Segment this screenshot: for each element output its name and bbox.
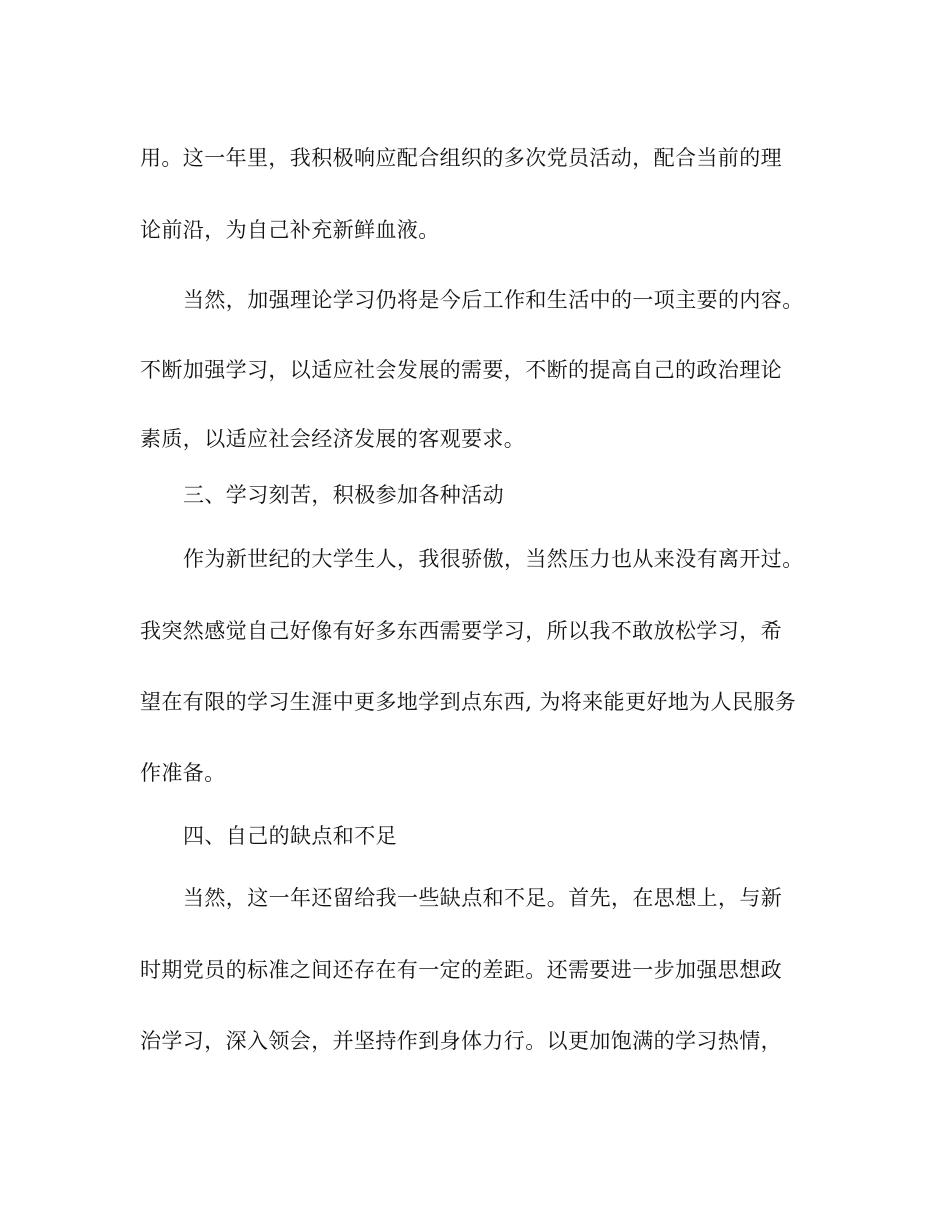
paragraph-line: 素质，以适应社会经济发展的客观要求。: [140, 427, 526, 451]
paragraph-line: 治学习，深入领会，并坚持作到身体力行。以更加饱满的学习热情，: [140, 1029, 782, 1053]
paragraph-line: 论前沿，为自己补充新鲜血液。: [140, 218, 440, 242]
paragraph-line: 不断加强学习，以适应社会发展的需要，不断的提高自己的政治理论: [140, 358, 782, 382]
paragraph-line: 用。这一年里，我积极响应配合组织的多次党员活动，配合当前的理: [140, 146, 782, 170]
paragraph-line: 时期党员的标准之间还存在有一定的差距。还需要进一步加强思想政: [140, 958, 782, 982]
paragraph-line: 当然，加强理论学习仍将是今后工作和生活中的一项主要的内容。: [183, 288, 804, 312]
paragraph-line: 当然，这一年还留给我一些缺点和不足。首先，在思想上，与新: [183, 886, 783, 910]
section-heading: 三、学习刻苦，积极参加各种活动: [183, 483, 504, 507]
paragraph-line: 作准备。: [140, 761, 226, 785]
paragraph-line: 望在有限的学习生涯中更多地学到点东西, 为将来能更好地为人民服务: [140, 690, 797, 714]
paragraph-line: 作为新世纪的大学生人，我很骄傲，当然压力也从来没有离开过。: [183, 547, 804, 571]
paragraph-line: 我突然感觉自己好像有好多东西需要学习，所以我不敢放松学习，希: [140, 619, 782, 643]
section-heading: 四、自己的缺点和不足: [183, 824, 397, 848]
